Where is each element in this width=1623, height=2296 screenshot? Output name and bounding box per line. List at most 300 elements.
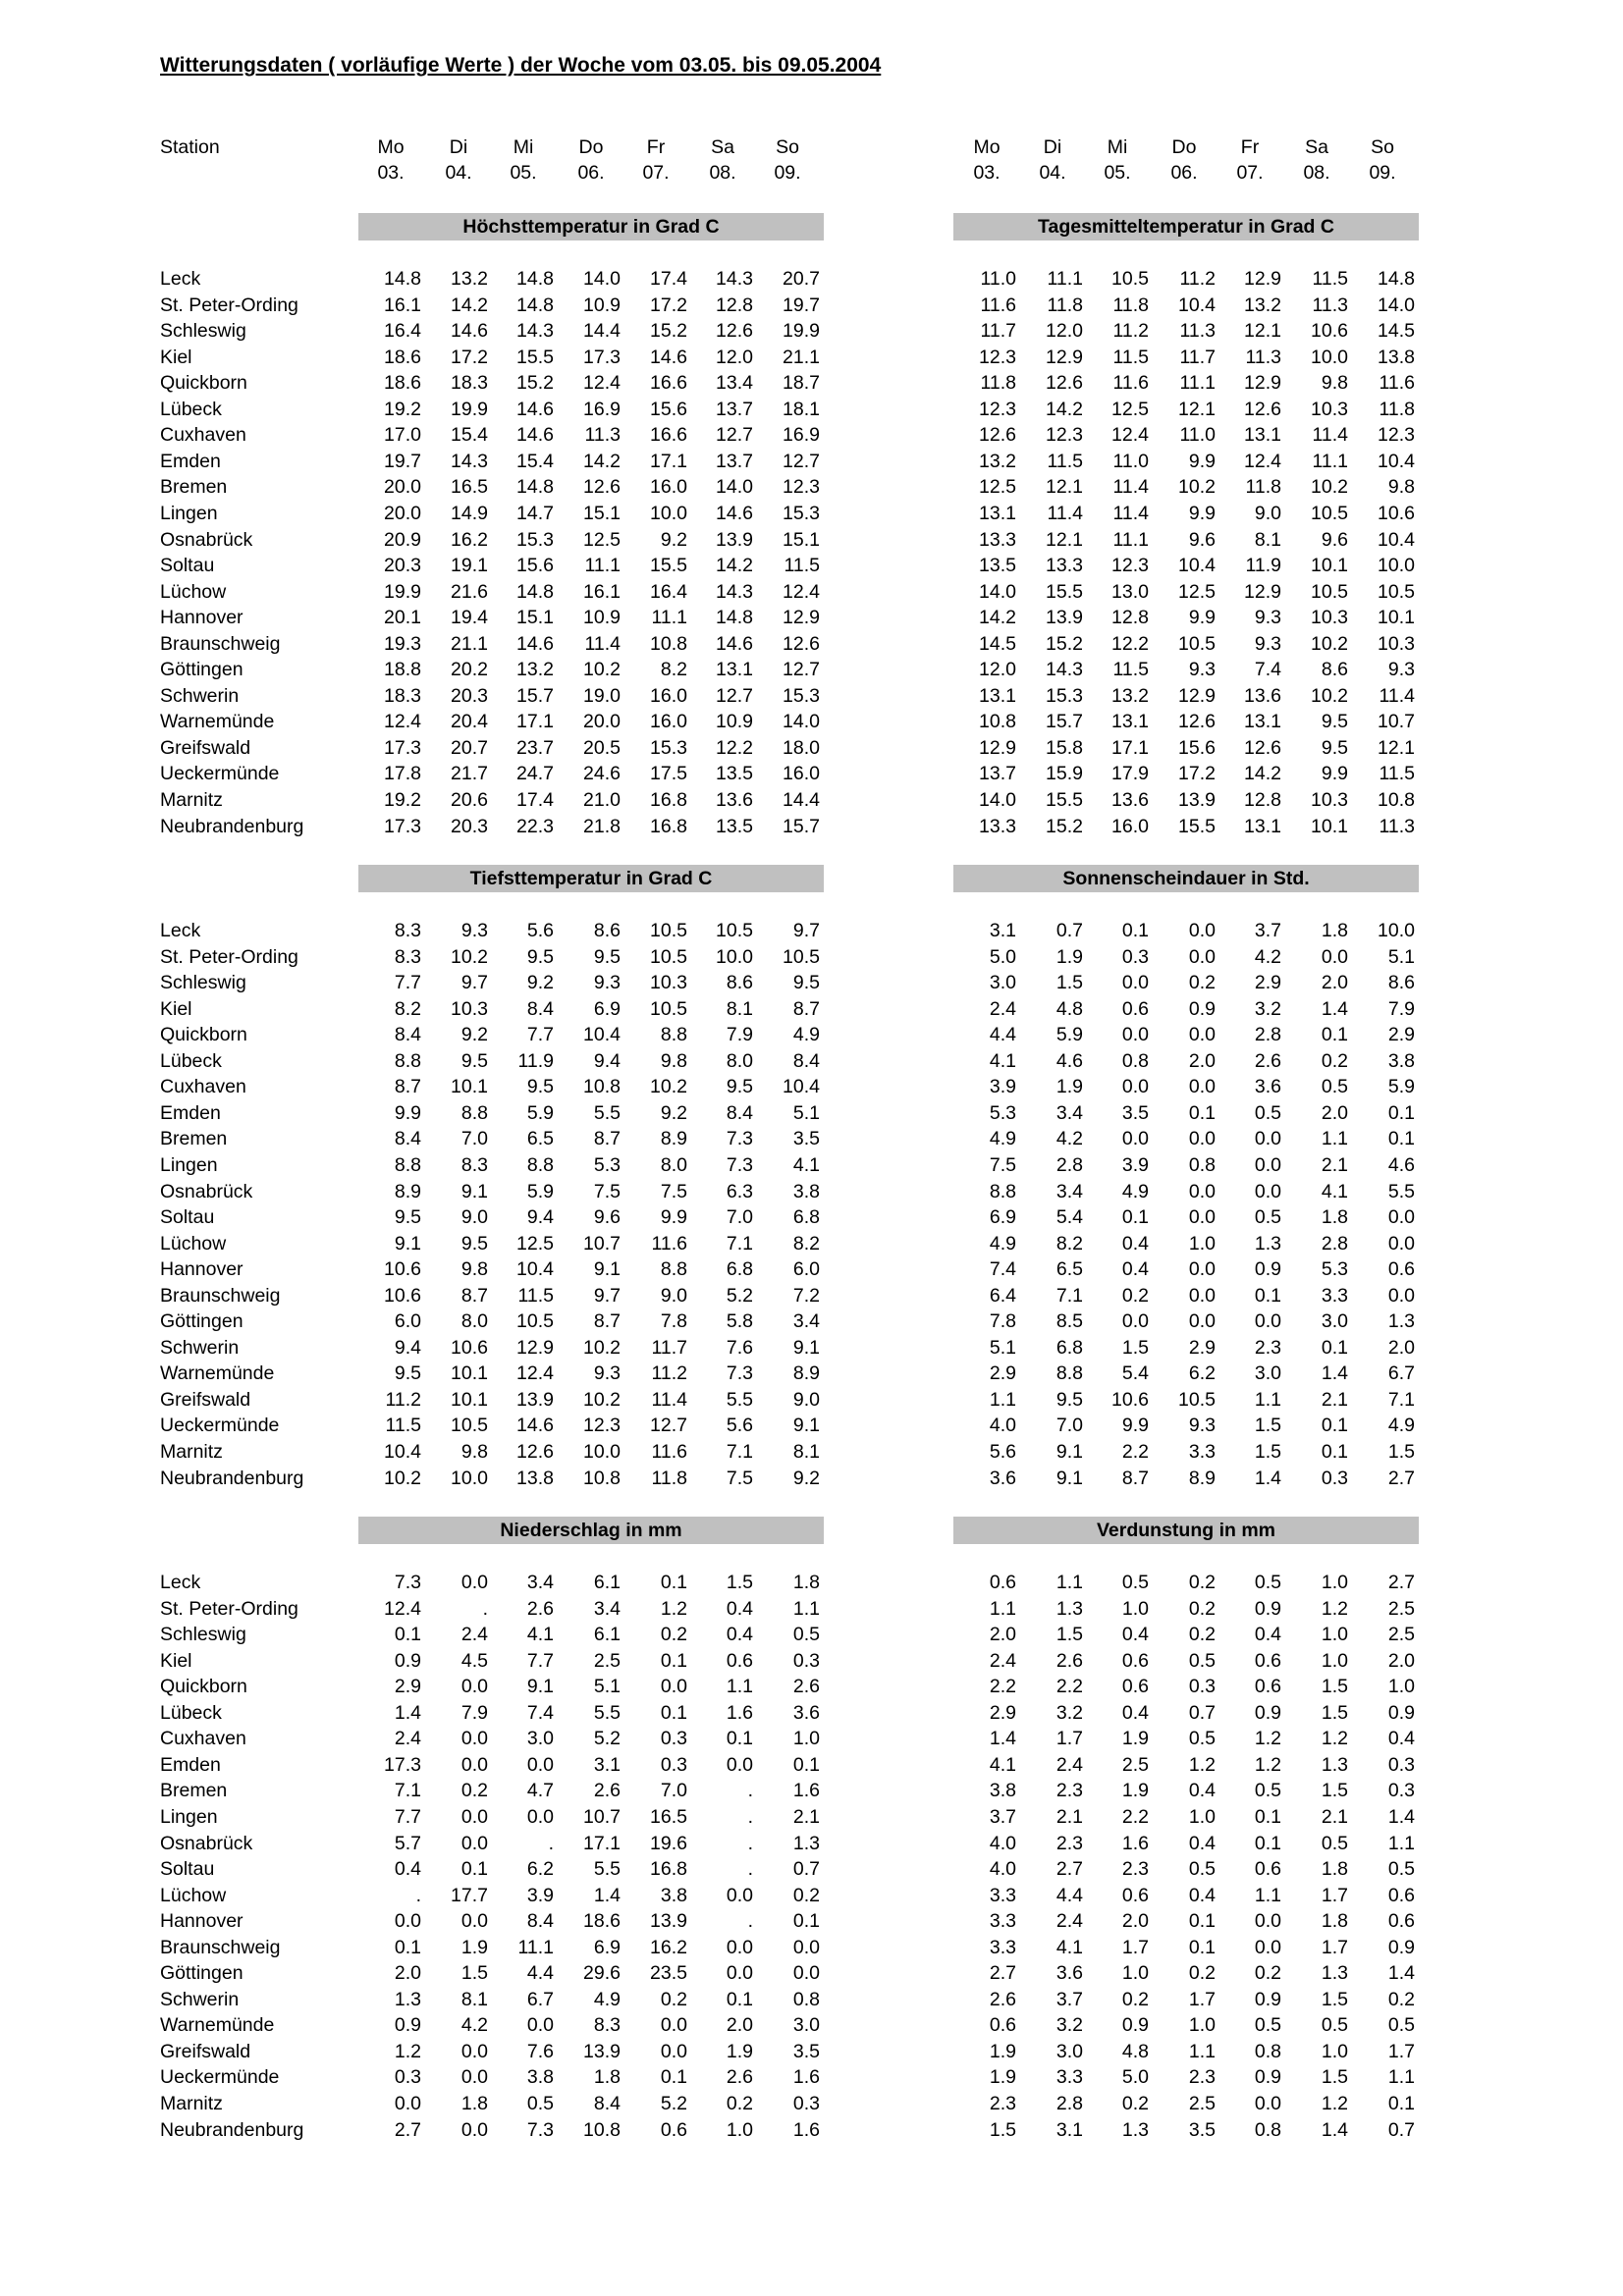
value-cell: 3.7 <box>1055 1988 1083 2010</box>
value-cell: 8.4 <box>394 1128 421 1150</box>
value-cell: 18.1 <box>783 398 820 420</box>
value-cell: 12.4 <box>783 580 820 603</box>
value-cell: 1.4 <box>1254 1467 1281 1489</box>
value-cell: 9.2 <box>792 1467 820 1489</box>
value-cell: 1.8 <box>1321 1206 1348 1229</box>
value-cell: 14.6 <box>716 632 753 655</box>
value-cell: 12.2 <box>716 736 753 759</box>
value-cell: 4.4 <box>989 1024 1016 1046</box>
value-cell: 10.0 <box>1378 920 1415 941</box>
value-cell: 11.8 <box>1112 294 1149 316</box>
value-cell: 16.9 <box>783 424 820 447</box>
value-cell: 1.5 <box>1254 1441 1281 1463</box>
value-cell: 3.4 <box>593 1597 621 1620</box>
value-cell: 17.3 <box>384 736 421 759</box>
value-cell: 8.4 <box>526 1910 554 1933</box>
value-cell: 11.1 <box>651 607 687 629</box>
value-cell: 17.1 <box>583 1832 621 1854</box>
value-cell: 13.9 <box>1046 607 1083 629</box>
station-name: Lübeck <box>160 1049 222 1072</box>
value-cell: 0.7 <box>792 1858 820 1881</box>
value-cell: 13.6 <box>1244 684 1281 707</box>
value-cell: 13.9 <box>583 2040 621 2062</box>
value-cell: 12.1 <box>1046 476 1083 499</box>
value-cell: 2.2 <box>1121 1441 1149 1463</box>
value-cell: 5.3 <box>593 1153 621 1176</box>
value-cell: . <box>747 1805 753 1828</box>
value-cell: 0.0 <box>726 1753 753 1776</box>
value-cell: 12.5 <box>1111 398 1149 420</box>
value-cell: 7.5 <box>593 1180 621 1202</box>
value-cell: 2.2 <box>1055 1676 1083 1698</box>
value-cell: 12.7 <box>650 1415 687 1437</box>
value-cell: 6.0 <box>792 1258 820 1281</box>
value-cell: 12.1 <box>1178 398 1216 420</box>
value-cell: 15.7 <box>1046 711 1083 733</box>
value-cell: 11.4 <box>1047 502 1083 524</box>
value-cell: 3.1 <box>989 920 1016 941</box>
value-cell: 1.1 <box>1254 1884 1281 1906</box>
value-cell: 7.1 <box>726 1441 753 1463</box>
station-name: Lingen <box>160 1153 218 1176</box>
value-cell: 3.6 <box>1055 1962 1083 1985</box>
value-cell: . <box>747 1910 753 1933</box>
value-cell: 0.2 <box>1188 1962 1216 1985</box>
value-cell: 0.1 <box>1188 1936 1216 1958</box>
value-cell: 1.7 <box>1321 1884 1348 1906</box>
value-cell: 20.6 <box>451 789 488 811</box>
value-cell: 6.3 <box>726 1180 753 1202</box>
value-cell: 8.4 <box>526 997 554 1020</box>
value-cell: 2.8 <box>1321 1232 1348 1255</box>
value-cell: 20.9 <box>384 528 421 551</box>
value-cell: 1.7 <box>1121 1936 1149 1958</box>
value-cell: 7.1 <box>394 1780 421 1802</box>
value-cell: 2.7 <box>989 1962 1016 1985</box>
value-cell: 0.0 <box>660 2014 687 2037</box>
value-cell: 5.5 <box>593 1101 621 1124</box>
value-cell: 0.0 <box>1121 1076 1149 1098</box>
value-cell: 12.3 <box>979 398 1016 420</box>
value-cell: 14.0 <box>583 268 621 290</box>
value-cell: 0.4 <box>1121 1232 1149 1255</box>
value-cell: 4.9 <box>989 1232 1016 1255</box>
station-name: Bremen <box>160 476 228 499</box>
value-cell: 12.7 <box>716 684 753 707</box>
value-cell: 0.5 <box>1321 1832 1348 1854</box>
value-cell: 2.3 <box>1188 2066 1216 2089</box>
value-cell: 16.5 <box>451 476 488 499</box>
station-name: Göttingen <box>160 659 243 681</box>
value-cell: 11.1 <box>584 555 621 577</box>
value-cell: 10.4 <box>516 1258 554 1281</box>
value-cell: 2.0 <box>726 2014 753 2037</box>
value-cell: 10.8 <box>1378 789 1415 811</box>
value-cell: 0.9 <box>1254 1258 1281 1281</box>
value-cell: 14.8 <box>516 580 554 603</box>
value-cell: 11.6 <box>1112 372 1149 395</box>
value-cell: 14.3 <box>516 320 554 343</box>
value-cell: 0.0 <box>1254 1936 1281 1958</box>
value-cell: 0.9 <box>1121 2014 1149 2037</box>
value-cell: 11.6 <box>651 1441 687 1463</box>
station-name: Schwerin <box>160 1988 240 2010</box>
value-cell: 0.9 <box>394 1649 421 1672</box>
value-cell: 11.6 <box>980 294 1016 316</box>
value-cell: 11.2 <box>385 1388 421 1411</box>
value-cell: 19.0 <box>583 684 621 707</box>
value-cell: 15.7 <box>783 815 820 837</box>
value-cell: 0.1 <box>1121 920 1149 941</box>
value-cell: 19.3 <box>384 632 421 655</box>
value-cell: 0.2 <box>1254 1962 1281 1985</box>
station-name: Lingen <box>160 502 218 524</box>
value-cell: 1.1 <box>792 1597 820 1620</box>
value-cell: 14.6 <box>516 1415 554 1437</box>
value-cell: 2.6 <box>1254 1049 1281 1072</box>
value-cell: 15.9 <box>1046 763 1083 785</box>
value-cell: 0.0 <box>460 1753 488 1776</box>
value-cell: 13.2 <box>979 450 1016 472</box>
value-cell: 16.2 <box>451 528 488 551</box>
value-cell: 14.6 <box>650 346 687 368</box>
value-cell: 16.8 <box>650 789 687 811</box>
station-name: Osnabrück <box>160 1180 253 1202</box>
value-cell: 3.0 <box>1321 1310 1348 1333</box>
value-cell: 10.2 <box>1311 632 1348 655</box>
value-cell: 7.5 <box>726 1467 753 1489</box>
day-header: Fr <box>1240 136 1260 158</box>
value-cell: 17.7 <box>451 1884 488 1906</box>
date-header: 09. <box>774 162 801 184</box>
value-cell: 2.2 <box>989 1676 1016 1698</box>
station-name: Lüchow <box>160 1884 227 1906</box>
section-title: Höchsttemperatur in Grad C <box>358 213 824 240</box>
value-cell: 4.6 <box>1055 1049 1083 1072</box>
value-cell: 5.9 <box>526 1180 554 1202</box>
date-header: 08. <box>1303 162 1330 184</box>
value-cell: 21.8 <box>583 815 621 837</box>
value-cell: 3.8 <box>660 1884 687 1906</box>
station-name: Cuxhaven <box>160 1728 246 1750</box>
value-cell: 11.4 <box>1379 684 1415 707</box>
value-cell: 12.7 <box>783 659 820 681</box>
value-cell: 11.7 <box>1179 346 1216 368</box>
station-name: Leck <box>160 920 201 941</box>
value-cell: 8.8 <box>660 1258 687 1281</box>
value-cell: 9.1 <box>394 1232 421 1255</box>
section-title: Sonnenscheindauer in Std. <box>953 865 1419 892</box>
value-cell: 11.9 <box>1245 555 1281 577</box>
date-header: 05. <box>510 162 537 184</box>
value-cell: 20.7 <box>783 268 820 290</box>
value-cell: 0.0 <box>660 1676 687 1698</box>
value-cell: 11.1 <box>1179 372 1216 395</box>
value-cell: 3.9 <box>1121 1153 1149 1176</box>
value-cell: 5.3 <box>989 1101 1016 1124</box>
value-cell: 22.3 <box>516 815 554 837</box>
value-cell: 12.5 <box>979 476 1016 499</box>
date-header: 08. <box>709 162 736 184</box>
value-cell: 7.7 <box>526 1649 554 1672</box>
value-cell: 21.6 <box>451 580 488 603</box>
value-cell: 9.5 <box>1055 1388 1083 1411</box>
value-cell: 10.5 <box>783 945 820 968</box>
value-cell: 13.4 <box>716 372 753 395</box>
value-cell: 9.2 <box>660 1101 687 1124</box>
value-cell: 12.6 <box>1046 372 1083 395</box>
station-name: Göttingen <box>160 1962 243 1985</box>
value-cell: 12.4 <box>384 1597 421 1620</box>
value-cell: 10.6 <box>1378 502 1415 524</box>
value-cell: 0.2 <box>460 1780 488 1802</box>
date-header: 04. <box>1039 162 1066 184</box>
value-cell: 0.0 <box>1254 1128 1281 1150</box>
value-cell: 2.4 <box>460 1624 488 1646</box>
value-cell: 0.0 <box>394 1910 421 1933</box>
value-cell: 0.0 <box>460 2118 488 2141</box>
value-cell: 21.1 <box>451 632 488 655</box>
value-cell: 0.0 <box>1188 1284 1216 1307</box>
value-cell: 9.4 <box>526 1206 554 1229</box>
value-cell: 0.2 <box>1121 1988 1149 2010</box>
value-cell: 9.8 <box>1387 476 1415 499</box>
value-cell: 13.3 <box>979 528 1016 551</box>
value-cell: 15.2 <box>1046 632 1083 655</box>
value-cell: 13.1 <box>979 502 1016 524</box>
value-cell: 10.7 <box>583 1232 621 1255</box>
value-cell: 10.3 <box>1311 789 1348 811</box>
value-cell: 3.0 <box>1055 2040 1083 2062</box>
station-name: Lingen <box>160 1805 218 1828</box>
value-cell: 12.5 <box>583 528 621 551</box>
value-cell: 10.1 <box>451 1362 488 1385</box>
value-cell: 4.7 <box>526 1780 554 1802</box>
value-cell: 8.8 <box>1055 1362 1083 1385</box>
value-cell: 12.3 <box>583 1415 621 1437</box>
value-cell: 16.6 <box>650 424 687 447</box>
value-cell: 11.2 <box>651 1362 687 1385</box>
value-cell: 10.3 <box>1378 632 1415 655</box>
value-cell: 2.7 <box>394 2118 421 2141</box>
value-cell: 12.6 <box>1244 736 1281 759</box>
value-cell: 1.1 <box>1387 2066 1415 2089</box>
value-cell: 7.4 <box>989 1258 1016 1281</box>
value-cell: 0.1 <box>1188 1101 1216 1124</box>
station-name: Kiel <box>160 346 192 368</box>
value-cell: 0.3 <box>1387 1753 1415 1776</box>
value-cell: 0.4 <box>1387 1728 1415 1750</box>
value-cell: 10.5 <box>650 920 687 941</box>
value-cell: 12.9 <box>783 607 820 629</box>
value-cell: 1.5 <box>1321 1701 1348 1724</box>
value-cell: 1.9 <box>460 1936 488 1958</box>
value-cell: 0.9 <box>1254 1597 1281 1620</box>
value-cell: 5.9 <box>526 1101 554 1124</box>
value-cell: 5.9 <box>1387 1076 1415 1098</box>
value-cell: . <box>415 1884 421 1906</box>
value-cell: 5.6 <box>726 1415 753 1437</box>
value-cell: 8.7 <box>1121 1467 1149 1489</box>
station-name: Marnitz <box>160 1441 223 1463</box>
value-cell: 9.8 <box>1321 372 1348 395</box>
value-cell: 1.8 <box>593 2066 621 2089</box>
value-cell: 3.3 <box>1188 1441 1216 1463</box>
day-header: Di <box>1043 136 1062 158</box>
value-cell: 15.6 <box>650 398 687 420</box>
value-cell: 2.0 <box>1321 1101 1348 1124</box>
value-cell: 7.0 <box>460 1128 488 1150</box>
value-cell: 14.9 <box>451 502 488 524</box>
value-cell: 0.9 <box>1188 997 1216 1020</box>
value-cell: 8.2 <box>792 1232 820 1255</box>
value-cell: 8.1 <box>726 997 753 1020</box>
value-cell: 9.3 <box>593 1362 621 1385</box>
station-name: Soltau <box>160 1858 215 1881</box>
value-cell: 0.8 <box>792 1988 820 2010</box>
value-cell: 7.3 <box>726 1153 753 1176</box>
value-cell: 10.8 <box>583 2118 621 2141</box>
value-cell: 1.2 <box>1321 2093 1348 2114</box>
value-cell: 2.0 <box>1387 1649 1415 1672</box>
value-cell: 12.6 <box>1244 398 1281 420</box>
value-cell: 3.0 <box>792 2014 820 2037</box>
value-cell: 0.0 <box>1321 945 1348 968</box>
value-cell: 8.7 <box>593 1128 621 1150</box>
value-cell: 2.0 <box>1321 972 1348 994</box>
value-cell: 5.1 <box>1387 945 1415 968</box>
value-cell: 14.5 <box>979 632 1016 655</box>
value-cell: 0.1 <box>1387 2093 1415 2114</box>
value-cell: 0.5 <box>1321 1076 1348 1098</box>
value-cell: 1.0 <box>1121 1597 1149 1620</box>
value-cell: 4.1 <box>989 1049 1016 1072</box>
value-cell: 12.5 <box>1178 580 1216 603</box>
value-cell: 10.5 <box>650 997 687 1020</box>
value-cell: 0.2 <box>1188 972 1216 994</box>
value-cell: 0.6 <box>1121 1676 1149 1698</box>
value-cell: 0.0 <box>526 1805 554 1828</box>
value-cell: 4.9 <box>1121 1180 1149 1202</box>
value-cell: 3.3 <box>989 1936 1016 1958</box>
value-cell: 0.5 <box>1387 2014 1415 2037</box>
value-cell: 14.6 <box>716 502 753 524</box>
value-cell: 11.3 <box>584 424 621 447</box>
value-cell: 1.0 <box>1188 1805 1216 1828</box>
day-header: So <box>1371 136 1394 158</box>
value-cell: 7.5 <box>660 1180 687 1202</box>
value-cell: 9.0 <box>460 1206 488 1229</box>
value-cell: 1.4 <box>394 1701 421 1724</box>
value-cell: 10.5 <box>716 920 753 941</box>
value-cell: 0.9 <box>1254 2066 1281 2089</box>
value-cell: 15.1 <box>783 528 820 551</box>
value-cell: 12.1 <box>1378 736 1415 759</box>
station-name: Braunschweig <box>160 632 281 655</box>
value-cell: 1.2 <box>394 2040 421 2062</box>
value-cell: 0.3 <box>1321 1467 1348 1489</box>
value-cell: 20.3 <box>451 815 488 837</box>
day-header: Mo <box>377 136 405 158</box>
value-cell: 8.4 <box>726 1101 753 1124</box>
station-name: Warnemünde <box>160 2014 275 2037</box>
value-cell: 0.0 <box>726 1884 753 1906</box>
date-header: 04. <box>445 162 472 184</box>
value-cell: 12.6 <box>583 476 621 499</box>
value-cell: 11.5 <box>1312 268 1348 290</box>
station-name: Hannover <box>160 1258 243 1281</box>
value-cell: 0.1 <box>1387 1101 1415 1124</box>
value-cell: 2.6 <box>593 1780 621 1802</box>
value-cell: 7.9 <box>726 1024 753 1046</box>
value-cell: 3.1 <box>1055 2118 1083 2141</box>
value-cell: 1.0 <box>1387 1676 1415 1698</box>
value-cell: . <box>747 1780 753 1802</box>
value-cell: 0.2 <box>1321 1049 1348 1072</box>
value-cell: 3.4 <box>1055 1180 1083 1202</box>
value-cell: 16.0 <box>650 476 687 499</box>
value-cell: 0.2 <box>726 2093 753 2114</box>
value-cell: 13.8 <box>516 1467 554 1489</box>
value-cell: 5.0 <box>1121 2066 1149 2089</box>
value-cell: 0.8 <box>1254 2040 1281 2062</box>
value-cell: 7.0 <box>660 1780 687 1802</box>
value-cell: 0.0 <box>526 1753 554 1776</box>
value-cell: 10.1 <box>1311 815 1348 837</box>
value-cell: 9.5 <box>460 1232 488 1255</box>
value-cell: 11.8 <box>1047 294 1083 316</box>
value-cell: 4.4 <box>526 1962 554 1985</box>
value-cell: 14.6 <box>451 320 488 343</box>
value-cell: 12.3 <box>1378 424 1415 447</box>
value-cell: 11.5 <box>1379 763 1415 785</box>
value-cell: 19.7 <box>384 450 421 472</box>
value-cell: 14.8 <box>716 607 753 629</box>
value-cell: 12.4 <box>384 711 421 733</box>
value-cell: 9.1 <box>593 1258 621 1281</box>
value-cell: 15.5 <box>1046 580 1083 603</box>
value-cell: 6.5 <box>526 1128 554 1150</box>
value-cell: 5.3 <box>1321 1258 1348 1281</box>
value-cell: 13.7 <box>716 398 753 420</box>
value-cell: 1.1 <box>726 1676 753 1698</box>
date-header: 06. <box>577 162 605 184</box>
value-cell: 6.8 <box>726 1258 753 1281</box>
value-cell: 0.0 <box>460 1676 488 1698</box>
station-name: Marnitz <box>160 2093 223 2114</box>
value-cell: 12.4 <box>583 372 621 395</box>
value-cell: 13.1 <box>1244 711 1281 733</box>
value-cell: 0.5 <box>1121 1572 1149 1593</box>
value-cell: 5.9 <box>1055 1024 1083 1046</box>
value-cell: 1.5 <box>1321 1780 1348 1802</box>
value-cell: 9.8 <box>460 1258 488 1281</box>
value-cell: 10.0 <box>650 502 687 524</box>
value-cell: 2.4 <box>394 1728 421 1750</box>
value-cell: 4.9 <box>593 1988 621 2010</box>
value-cell: 0.6 <box>1254 1649 1281 1672</box>
value-cell: 6.0 <box>394 1310 421 1333</box>
value-cell: 8.1 <box>1254 528 1281 551</box>
value-cell: 2.0 <box>1121 1910 1149 1933</box>
station-name: Hannover <box>160 607 243 629</box>
value-cell: 11.6 <box>651 1232 687 1255</box>
station-name: St. Peter-Ording <box>160 945 298 968</box>
value-cell: 10.0 <box>451 1467 488 1489</box>
value-cell: 0.1 <box>394 1624 421 1646</box>
value-cell: 7.3 <box>726 1362 753 1385</box>
value-cell: 0.1 <box>1188 1910 1216 1933</box>
